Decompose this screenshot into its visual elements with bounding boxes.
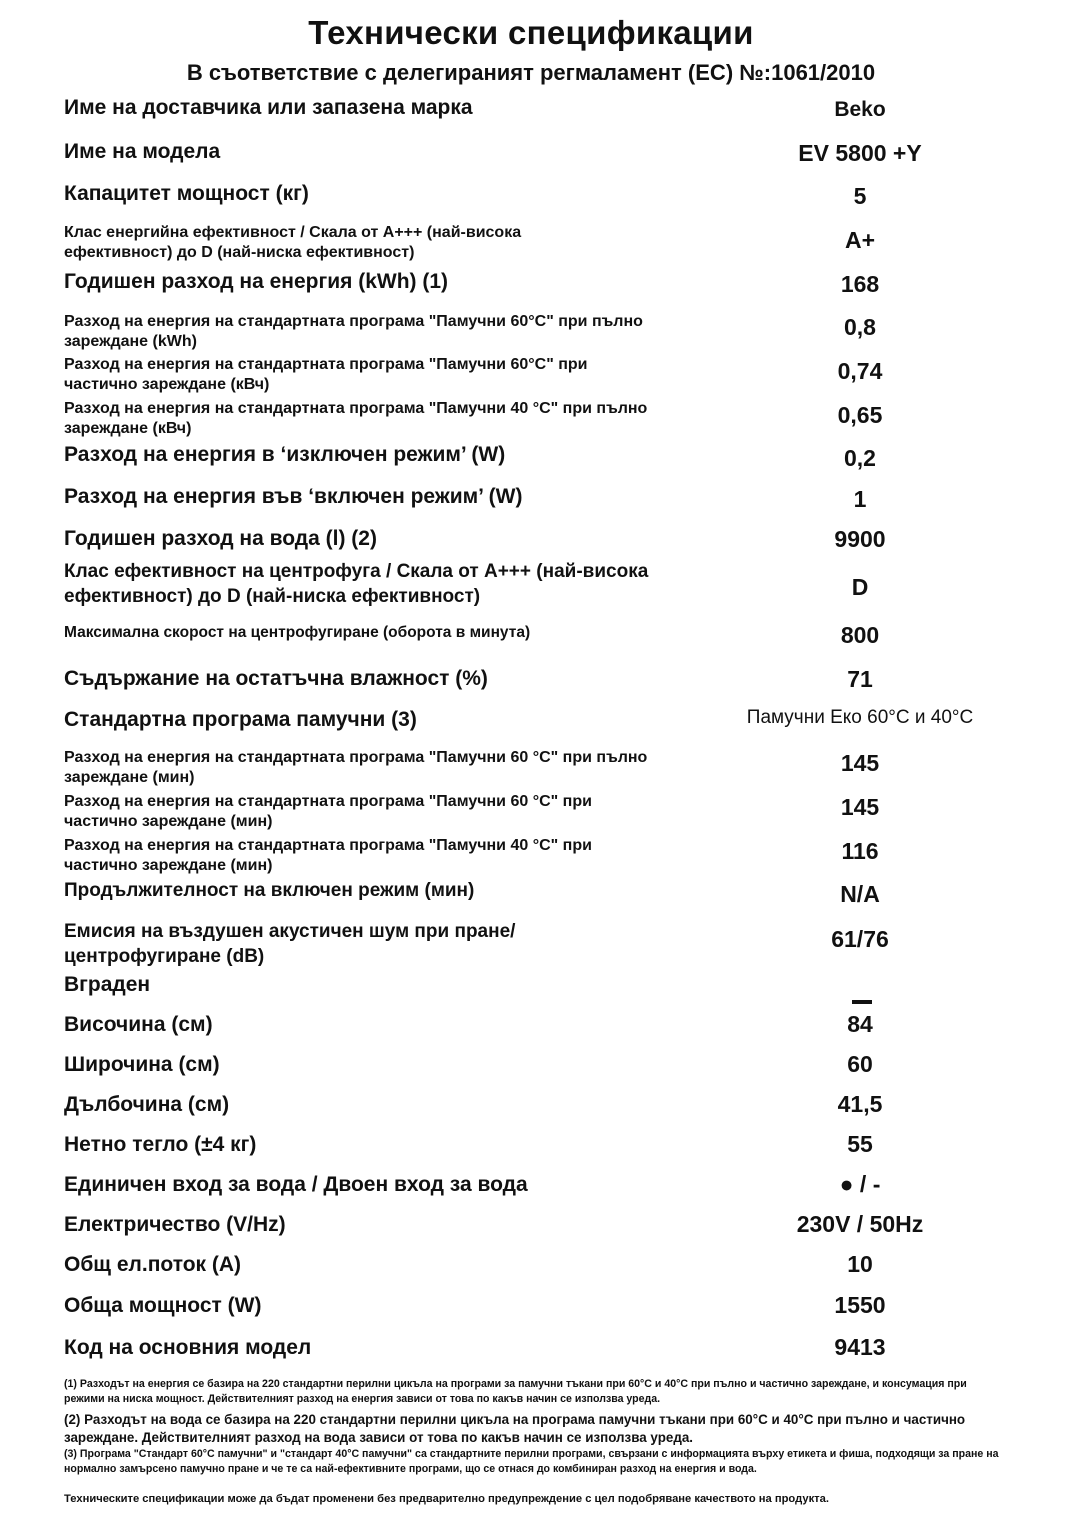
spec-label: Разход на енергия на стандартната програма "Памучни 60 °C" при пълно зареждане (мин) (64, 749, 648, 786)
footnote-1: (1) Разходът на енергия се базира на 220 стандартни перилни цикъла на програми за памучни тъкани при 60°C и 40°C при пълно и частично зареждане, и консумация при режими на ниска мощност. Действителният разход на енергия зависи от това по какъв начин се използва уреда. (64, 1378, 967, 1406)
spec-value: D (851, 574, 869, 600)
spec-label: Единичен вход за вода / Двоен вход за вода (64, 1173, 528, 1196)
spec-label: Клас енергийна ефективност / Скала от A+++ (най-висока ефективност) до D (най-ниска ефективност) (64, 224, 522, 261)
spec-value: 1 (853, 486, 867, 512)
spec-label: Име на модела (64, 140, 221, 163)
spec-value: N/A (840, 881, 880, 907)
spec-label: Стандартна програма памучни (3) (64, 708, 417, 731)
spec-label: Емисия на въздушен акустичен шум при пране/центрофугиране (dB) (64, 921, 516, 967)
spec-value: ● / - (839, 1171, 881, 1197)
spec-label: Разход на енергия на стандартната програма "Памучни 60°C" при пълно зареждане (kWh) (64, 313, 643, 350)
spec-value: 168 (840, 271, 880, 297)
spec-label: Разход на енергия на стандартната програма "Памучни 40 °C" при частично зареждане (мин) (64, 837, 592, 874)
spec-value: A+ (844, 227, 876, 253)
spec-value: 1550 (834, 1292, 886, 1318)
spec-label: Разход на енергия на стандартната програма "Памучни 40 °C" при пълно зареждане (кВч) (64, 400, 648, 437)
page-title: Технически спецификации (308, 14, 754, 51)
spec-value: 84 (847, 1011, 873, 1037)
spec-label: Широчина (см) (64, 1053, 220, 1076)
spec-value: 230V / 50Hz (796, 1211, 924, 1237)
footnote-3: (3) Програма "Стандарт 60°C памучни" и "стандарт 40°C памучни" са стандартните перилни програми, свързани с информацията върху етикета и фиша, подходящи за пране на нормално замърсено памучно пране и че те са най-ефективните програми, що се отнася до комбиниран разход на енергия и вода. (64, 1448, 999, 1476)
spec-label: Капацитет мощност (кг) (64, 182, 309, 205)
spec-value: 9413 (834, 1334, 886, 1360)
spec-value: 5 (853, 183, 867, 209)
spec-label: Годишен разход на вода (l) (2) (64, 527, 377, 550)
spec-value: 9900 (834, 526, 886, 552)
spec-label: Разход на енергия на стандартната програма "Памучни 60°C" при частично зареждане (кВч) (64, 356, 588, 393)
spec-label: Клас ефективност на центрофуга / Скала от A+++ (най-висока ефективност) до D (най-ниска ефективност) (64, 561, 649, 607)
spec-label: Име на доставчика или запазена марка (64, 96, 473, 119)
spec-value: 145 (840, 750, 880, 776)
spec-value: Beko (834, 98, 886, 121)
spec-label: Нетно тегло (±4 кг) (64, 1133, 257, 1156)
spec-value: 0,2 (844, 445, 876, 471)
spec-label: Разход на енергия във ‘включен режим’ (W) (64, 485, 523, 508)
spec-label: Електричество (V/Hz) (64, 1213, 286, 1236)
spec-value: 0,65 (837, 402, 883, 428)
footnote-2: (2) Разходът на вода се базира на 220 стандартни перилни цикъла на програма памучни тъкани при 60°C и 40°C при пълно и частично зареждане. Действителният разход на вода зависи от това по какъв начин се използва уреда. (64, 1412, 966, 1446)
spec-label: Максимална скорост на центрофугиране (оборота в минута) (64, 624, 531, 641)
spec-label: Съдържание на остатъчна влажност (%) (64, 667, 488, 690)
dash-mark (852, 1000, 872, 1004)
spec-value: 0,74 (837, 358, 883, 384)
spec-label: Годишен разход на енергия (kWh) (1) (64, 270, 449, 293)
page-subtitle: В съответствие с делегираният регмаламент (ЕС) №:1061/2010 (186, 60, 876, 85)
spec-label: Разход на енергия на стандартната програма "Памучни 60 °C" при частично зареждане (мин) (64, 793, 592, 830)
spec-value: 60 (847, 1051, 873, 1077)
spec-value: Памучни Еко 60°C и 40°C (746, 707, 974, 728)
spec-value: 55 (847, 1131, 873, 1157)
spec-label: Дълбочина (см) (64, 1093, 230, 1116)
spec-value: 41,5 (837, 1091, 883, 1117)
spec-value: 116 (841, 838, 879, 864)
spec-label: Общ ел.поток (A) (64, 1253, 242, 1276)
spec-value: 800 (840, 622, 880, 648)
spec-value: 145 (840, 794, 880, 820)
spec-label: Височина (см) (64, 1013, 213, 1036)
spec-value: 0,8 (844, 314, 876, 340)
spec-value: EV 5800 +Y (798, 140, 922, 166)
spec-label: Разход на енергия в ‘изключен режим’ (W) (64, 443, 506, 466)
spec-value: 61/76 (831, 926, 889, 952)
spec-label: Обща мощност (W) (64, 1294, 262, 1317)
footnote-disclaimer: Техническите спецификации може да бъдат променени без предварително предупреждение с цел подобряване качеството на продукта. (64, 1493, 829, 1505)
spec-value: 10 (847, 1251, 873, 1277)
spec-label: Код на основния модел (64, 1336, 312, 1359)
spec-value: 71 (847, 666, 873, 692)
spec-label: Вграден (64, 973, 151, 996)
spec-label: Продължителност на включен режим (мин) (64, 880, 475, 901)
